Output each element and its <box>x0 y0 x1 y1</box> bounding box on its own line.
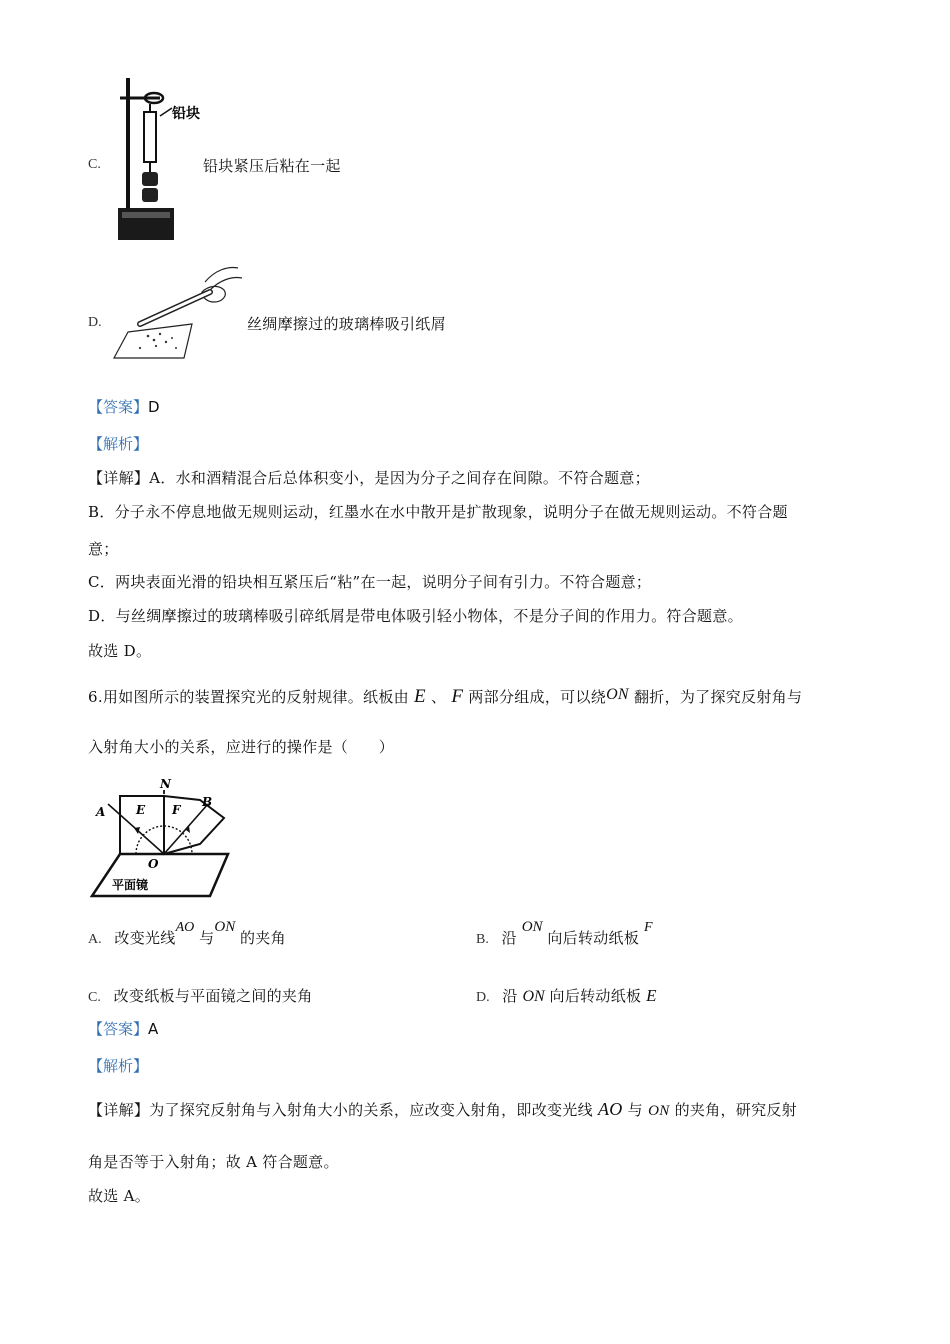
reflection-apparatus-figure <box>90 778 240 902</box>
glass-rod-figure <box>110 262 250 364</box>
analysis-tag: 【解析】 <box>88 435 149 453</box>
opt-a-t2: 与 <box>199 929 215 947</box>
opt-c-t1: 改变纸板与平面镜之间的夹角 <box>113 987 313 1005</box>
fig-label-e: E <box>136 803 146 817</box>
q6-answer-row <box>88 1018 158 1039</box>
answer-value: D <box>148 398 160 416</box>
option-c-label: C. <box>88 157 101 172</box>
opt-b-t1: 沿 <box>501 929 517 947</box>
opt-d-t1: 沿 <box>502 987 518 1005</box>
opt-a-v1: AO <box>175 920 195 935</box>
q6-answer-value: A <box>148 1020 159 1038</box>
q6-detail-b: 与 <box>627 1101 643 1119</box>
option-d-label: D. <box>88 315 102 330</box>
opt-b-v1: ON <box>521 919 543 935</box>
q5-conclusion: 故选 D。 <box>88 642 152 660</box>
q6-option-c[interactable] <box>88 985 313 1006</box>
q6-detail-v1: AO <box>597 1099 623 1119</box>
opt-c-label: C. <box>88 990 101 1005</box>
opt-a-t3: 的夹角 <box>240 929 286 947</box>
q6-conclusion: 故选 A。 <box>88 1187 151 1205</box>
q5-detail-line <box>88 467 650 488</box>
q6-detail-tag: 【详解】 <box>88 1101 150 1119</box>
q6-detail-c: 的夹角，研究反射 <box>674 1101 797 1119</box>
q5-line-d: D．与丝绸摩擦过的玻璃棒吸引碎纸屑是带电体吸引轻小物体，不是分子间的作用力。符合题意。 <box>88 607 743 625</box>
q5-line-c: C．两块表面光滑的铅块相互紧压后“粘”在一起，说明分子间有引力。不符合题意； <box>88 573 652 591</box>
fig-label-b: B <box>202 795 213 809</box>
q6-option-a[interactable] <box>88 919 286 948</box>
q6-sep: 、 <box>430 688 447 706</box>
q5-answer-row <box>88 396 160 417</box>
opt-b-t2: 向后转动纸板 <box>547 929 640 947</box>
opt-d-t2: 向后转动纸板 <box>549 987 642 1005</box>
q6-detail-a: 为了探究反射角与入射角大小的关系，应改变入射角，即改变光线 <box>149 1101 593 1119</box>
opt-d-label: D. <box>476 990 490 1005</box>
opt-b-v2: F <box>643 920 653 935</box>
q6-detail-line2: 角是否等于入射角；故 A 符合题意。 <box>88 1153 339 1171</box>
q6-stem-b: 两部分组成，可以绕 <box>468 688 607 706</box>
q6-var-on: ON <box>606 686 629 703</box>
fig-label-o: O <box>148 857 159 871</box>
option-c-caption: 铅块紧压后粘在一起 <box>203 157 341 175</box>
opt-a-v2: ON <box>214 919 236 935</box>
opt-d-v1: ON <box>522 988 545 1005</box>
q6-detail-line1 <box>88 1099 797 1120</box>
opt-b-label: B. <box>476 932 489 947</box>
q6-stem-c: 翻折，为了探究反射角与 <box>633 688 803 706</box>
q6-var-e: E <box>414 686 426 707</box>
q6-stem-line1 <box>88 686 802 708</box>
q6-stem-line2: 入射角大小的关系，应进行的操作是（ ） <box>88 738 395 756</box>
option-d-caption: 丝绸摩擦过的玻璃棒吸引纸屑 <box>247 315 446 333</box>
figure-label-lead: 铅块 <box>172 106 200 122</box>
q6-stem-a: 6.用如图所示的装置探究光的反射规律。纸板由 <box>88 688 409 706</box>
q5-line-a: A．水和酒精混合后总体积变小，是因为分子之间存在间隙。不符合题意； <box>149 469 650 487</box>
fig-label-f: F <box>172 803 181 817</box>
answer-tag: 【答案】 <box>88 398 149 416</box>
fig-label-mirror: 平面镜 <box>112 878 149 892</box>
q6-option-d[interactable] <box>476 985 657 1006</box>
q5-line-b: B．分子永不停息地做无规则运动，红墨水在水中散开是扩散现象，说明分子在做无规则运动。不符合题 <box>88 503 788 521</box>
lead-blocks-figure <box>108 76 208 244</box>
opt-a-t1: 改变光线 <box>114 929 176 947</box>
q6-analysis-tag: 【解析】 <box>88 1057 149 1075</box>
fig-label-n: N <box>160 778 171 791</box>
q6-detail-v2: ON <box>648 1103 670 1119</box>
q6-var-f: F <box>451 686 464 707</box>
q6-option-b[interactable] <box>476 919 653 948</box>
detail-tag: 【详解】 <box>88 469 150 487</box>
fig-label-a: A <box>96 805 106 819</box>
opt-d-v2: E <box>646 986 657 1005</box>
opt-a-label: A. <box>88 932 102 947</box>
q5-line-b-cont: 意； <box>88 540 119 558</box>
q6-answer-tag: 【答案】 <box>88 1020 149 1038</box>
